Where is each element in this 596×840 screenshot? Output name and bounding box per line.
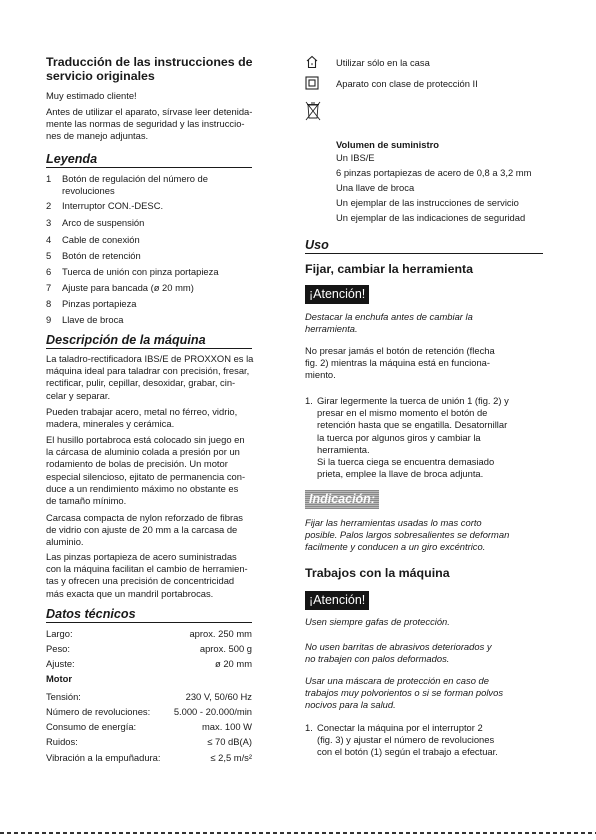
supply-item: Un ejemplar de las instrucciones de servicio [336, 197, 519, 208]
supply-list [336, 152, 531, 227]
uso-heading: Uso [305, 238, 329, 252]
legend-item: 3 Arco de suspensión [46, 217, 145, 228]
supply-item: 6 pinzas portapiezas de acero de 0,8 a 3,2 mm [336, 167, 532, 178]
description-paragraph: Carcasa compacta de nylon reforzado de fibras de vidrio con ajuste de 20 mm a la carcasa de aluminio. [46, 512, 243, 548]
description-paragraph: Las pinzas portapieza de acero suministradas con la máquina facilitan el cambio de herramien- tas y ofrecen una precisión de concentricidad más exacta que un mandril portabrocas. [46, 551, 248, 599]
supply-item: Un ejemplar de las indicaciones de seguridad [336, 212, 526, 223]
description-paragraph: La taladro-rectificadora IBS/E de PROXXON es la máquina ideal para taladrar con precisión, fresar, rectificar, pulir, cepillar, desoxidar, grabar, cin- celar y separar. [46, 353, 254, 401]
greeting: Muy estimado cliente! [46, 90, 137, 101]
house-icon [305, 55, 319, 69]
intro-paragraph: Antes de utilizar el aparato, sírvase leer detenida- mente las normas de seguridad y las instruccio- nes de manejo adjuntas. [46, 106, 253, 142]
legend-item: 9 Llave de broca [46, 314, 124, 325]
warning-badge-2: ¡Atención! [305, 591, 369, 610]
protection-class-ii-icon [305, 76, 319, 90]
goggles-warning: Usen siempre gafas de protección. [305, 616, 450, 627]
legend-item: 8 Pinzas portapieza [46, 298, 137, 309]
supply-item: Una llave de broca [336, 182, 415, 193]
uso-rule [305, 253, 543, 254]
description-paragraph: El husillo portabroca está colocado sin juego en la cárcasa de aluminio colada a presión por un rodamiento de bolas de precisión. Un motor especial silencioso, ejitato de permanencia con- duce a un rendimiento máximo no obstante es de tamaño mínimo. [46, 434, 246, 507]
legend-rule [46, 167, 252, 168]
indoor-use-text: Utilizar sólo en la casa [336, 57, 430, 68]
description-heading: Descripción de la máquina [46, 333, 206, 347]
legend-heading: Leyenda [46, 152, 98, 166]
tech-data-rule [46, 622, 252, 623]
description-rule [46, 348, 252, 349]
crossed-bin-icon [305, 100, 321, 122]
supply-heading: Volumen de suministro [336, 139, 439, 150]
warning-text: Destacar la enchufa antes de cambiar la herramienta. [305, 311, 473, 335]
tech-data-heading: Datos técnicos [46, 607, 136, 621]
fix-tool-heading: Fijar, cambiar la herramienta [305, 262, 474, 276]
description-paragraph: Pueden trabajar acero, metal no férreo, vidrio, madera, minerales y cerámica. [46, 406, 238, 430]
page-title: Traducción de las instrucciones de servicio originales [46, 55, 253, 83]
abrasive-warning: No usen barritas de abrasivos deteriorados y no trabajen con palos deformados. [305, 641, 492, 665]
legend-item: 4 Cable de conexión [46, 234, 140, 245]
warning-badge: ¡Atención! [305, 285, 369, 304]
legend-item: 2 Interruptor CON.-DESC. [46, 200, 164, 211]
legend-item: 6 Tuerca de unión con pinza portapieza [46, 266, 219, 277]
retention-paragraph: No presar jamás el botón de retención (flecha fig. 2) mientras la máquina está en funciona- miento. [305, 345, 495, 381]
motor-label: Motor [46, 673, 73, 684]
bottom-dashed-edge [0, 832, 596, 834]
legend-item-cont: revoluciones [62, 185, 115, 196]
work-heading: Trabajos con la máquina [305, 566, 450, 580]
note-text: Fijar las herramientas usadas lo mas corto posible. Palos largos sobresalientes se deforman facilmente y conducen a un giro excéntrico. [305, 517, 510, 553]
mask-warning: Usar una máscara de protección en caso de trabajos muy polvorientos o si se forman polvos nocivos para la salud. [305, 675, 504, 711]
legend-item: 5 Botón de retención [46, 250, 141, 261]
legend-item: 1 Botón de regulación del número de [46, 173, 208, 184]
legend-item: 7 Ajuste para bancada (ø 20 mm) [46, 282, 194, 293]
supply-item: Un IBS/E [336, 152, 375, 163]
note-badge: Indicación: [305, 490, 379, 509]
protection-class-text: Aparato con clase de protección II [336, 78, 478, 89]
